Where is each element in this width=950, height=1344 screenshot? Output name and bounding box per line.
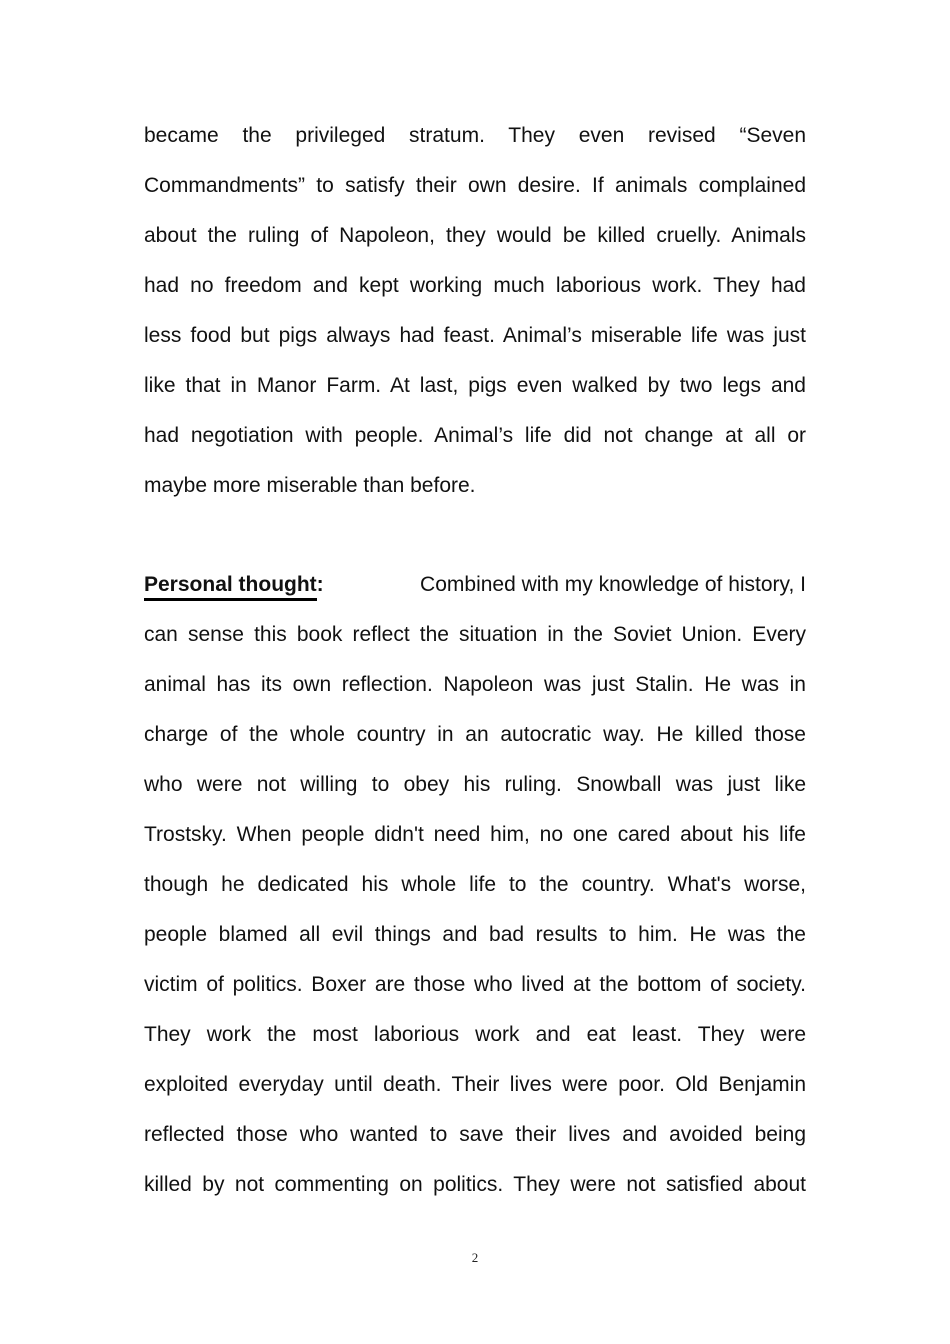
text-line: exploited everyday until death. Their lives were poor. Old Benjamin: [144, 1073, 806, 1096]
text-line: had negotiation with people. Animal’s life did not change at all or: [144, 424, 806, 447]
text-line: charge of the whole country in an autocratic way. He killed those: [144, 723, 806, 746]
text-line: maybe more miserable than before.: [144, 474, 476, 497]
text-line: Combined with my knowledge of history, I: [420, 573, 806, 596]
heading-line: [144, 560, 806, 610]
text-line: killed by not commenting on politics. They were not satisfied about: [144, 1173, 806, 1196]
section-heading-colon: :: [316, 573, 324, 596]
text-line: like that in Manor Farm. At last, pigs even walked by two legs and: [144, 374, 806, 397]
text-line: can sense this book reflect the situation in the Soviet Union. Every: [144, 623, 806, 646]
text-line: less food but pigs always had feast. Animal’s miserable life was just: [144, 324, 806, 347]
text-line: though he dedicated his whole life to the country. What's worse,: [144, 873, 806, 896]
text-line: victim of politics. Boxer are those who lived at the bottom of society.: [144, 973, 806, 996]
text-line: had no freedom and kept working much laborious work. They had: [144, 274, 806, 297]
text-line: They work the most laborious work and eat least. They were: [144, 1023, 806, 1046]
text-line: who were not willing to obey his ruling. Snowball was just like: [144, 773, 806, 796]
paragraph-summary: [144, 111, 806, 511]
section-heading: [144, 560, 324, 614]
text-line: animal has its own reflection. Napoleon was just Stalin. He was in: [144, 673, 806, 696]
page-number: 2: [471, 1250, 479, 1265]
text-line: about the ruling of Napoleon, they would be killed cruelly. Animals: [144, 224, 806, 247]
text-line: reflected those who wanted to save their lives and avoided being: [144, 1123, 806, 1146]
paragraph-personal-thought: [144, 560, 806, 1210]
text-line: Commandments” to satisfy their own desire. If animals complained: [144, 174, 806, 197]
text-line: people blamed all evil things and bad results to him. He was the: [144, 923, 806, 946]
section-heading-text: Personal thought: [144, 573, 317, 601]
text-line: became the privileged stratum. They even revised “Seven: [144, 124, 806, 147]
text-line: Trostsky. When people didn't need him, no one cared about his life: [144, 823, 806, 846]
